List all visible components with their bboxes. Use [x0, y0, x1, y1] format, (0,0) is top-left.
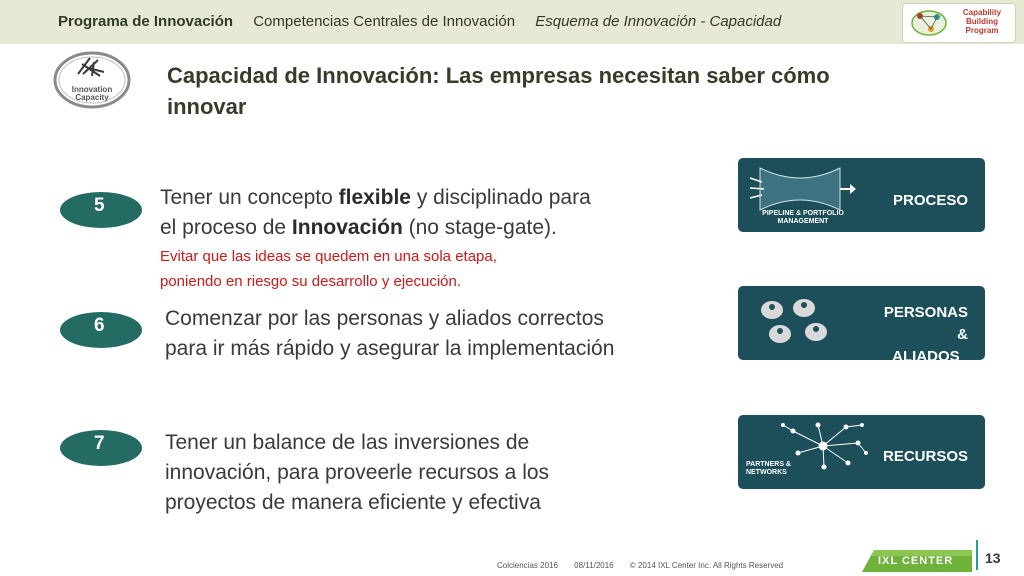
breadcrumb-program[interactable]: Programa de Innovación — [58, 13, 234, 30]
card-label: PERSONAS — [883, 304, 968, 321]
breadcrumb — [58, 13, 797, 30]
card-proceso[interactable] — [738, 158, 985, 232]
people-group-icon — [752, 292, 842, 354]
logo-line: Capacity — [75, 93, 109, 102]
item-line: proyectos de manera eficiente y efectiva — [165, 491, 541, 514]
item-text: (no stage-gate). — [402, 216, 557, 239]
ixl-center-brand: IXL CENTER — [878, 555, 954, 567]
card-label: PROCESO — [892, 192, 968, 209]
item-line: para ir más rápido y asegurar la implementación — [165, 337, 615, 360]
footer-source: Colciencias 2016 — [497, 561, 558, 570]
item-text: y disciplinado para — [411, 186, 591, 209]
page-title — [167, 60, 927, 122]
note-line: Evitar que las ideas se quedem en una sola etapa, — [160, 248, 497, 265]
list-item — [165, 428, 549, 518]
card-personas-aliados[interactable] — [738, 286, 985, 360]
item-number: 7 — [94, 433, 105, 454]
list-item — [165, 304, 614, 364]
card-caption: NETWORKS — [746, 469, 787, 476]
innovation-capacity-logo — [52, 50, 132, 110]
item-text: Tener un concepto — [160, 186, 339, 209]
title-line: Capacidad de Innovación: Las empresas necesitan saber cómo — [167, 63, 830, 88]
card-recursos[interactable] — [738, 415, 985, 489]
title-line: innovar — [167, 94, 247, 119]
item-text: el proceso de — [160, 216, 292, 239]
breadcrumb-scheme[interactable]: Esquema de Innovación - Capacidad — [535, 13, 782, 30]
item-number-badge — [60, 430, 142, 466]
logo-line: Innovation — [71, 85, 113, 94]
item-number-badge — [60, 192, 142, 228]
item-number-badge — [60, 312, 142, 348]
capability-building-badge — [902, 3, 1016, 43]
card-caption: PARTNERS & — [746, 461, 791, 468]
note-line: poniendo en riesgo su desarrollo y ejecución. — [160, 273, 462, 290]
footer-copyright: © 2014 IXL Center Inc. All Rights Reserved — [629, 561, 784, 570]
item-text-bold: flexible — [338, 186, 411, 209]
badge-line: Building — [966, 17, 998, 26]
card-label: & — [957, 326, 968, 343]
item-number: 5 — [94, 195, 105, 216]
item-line: Tener un balance de las inversiones de — [165, 431, 530, 454]
item-note — [160, 244, 497, 294]
item-line: Comenzar por las personas y aliados correctos — [165, 307, 604, 330]
footer-date: 08/11/2016 — [574, 561, 614, 570]
card-label: ALIADOS — [892, 348, 960, 360]
card-label: RECURSOS — [882, 448, 968, 465]
item-line — [160, 213, 591, 243]
item-number: 6 — [94, 315, 105, 336]
item-line: innovación, para proveerle recursos a los — [165, 461, 550, 484]
page-number: 13 — [985, 550, 1001, 566]
breadcrumb-competencies[interactable]: Competencias Centrales de Innovación — [253, 13, 516, 30]
header-bar — [0, 0, 1024, 44]
page-divider — [976, 540, 978, 570]
item-line — [160, 183, 591, 213]
cbp-emblem-icon — [909, 8, 949, 38]
badge-line: Capability — [962, 8, 1002, 17]
item-text-bold: Innovación — [291, 216, 403, 239]
badge-line: Program — [965, 26, 999, 35]
card-caption: PIPELINE & PORTFOLIO — [762, 210, 844, 217]
list-item — [160, 183, 591, 243]
footer — [497, 561, 797, 570]
card-caption: MANAGEMENT — [777, 218, 829, 225]
pipeline-funnel-icon — [748, 164, 858, 216]
innovation-capacity-icon — [52, 50, 132, 110]
